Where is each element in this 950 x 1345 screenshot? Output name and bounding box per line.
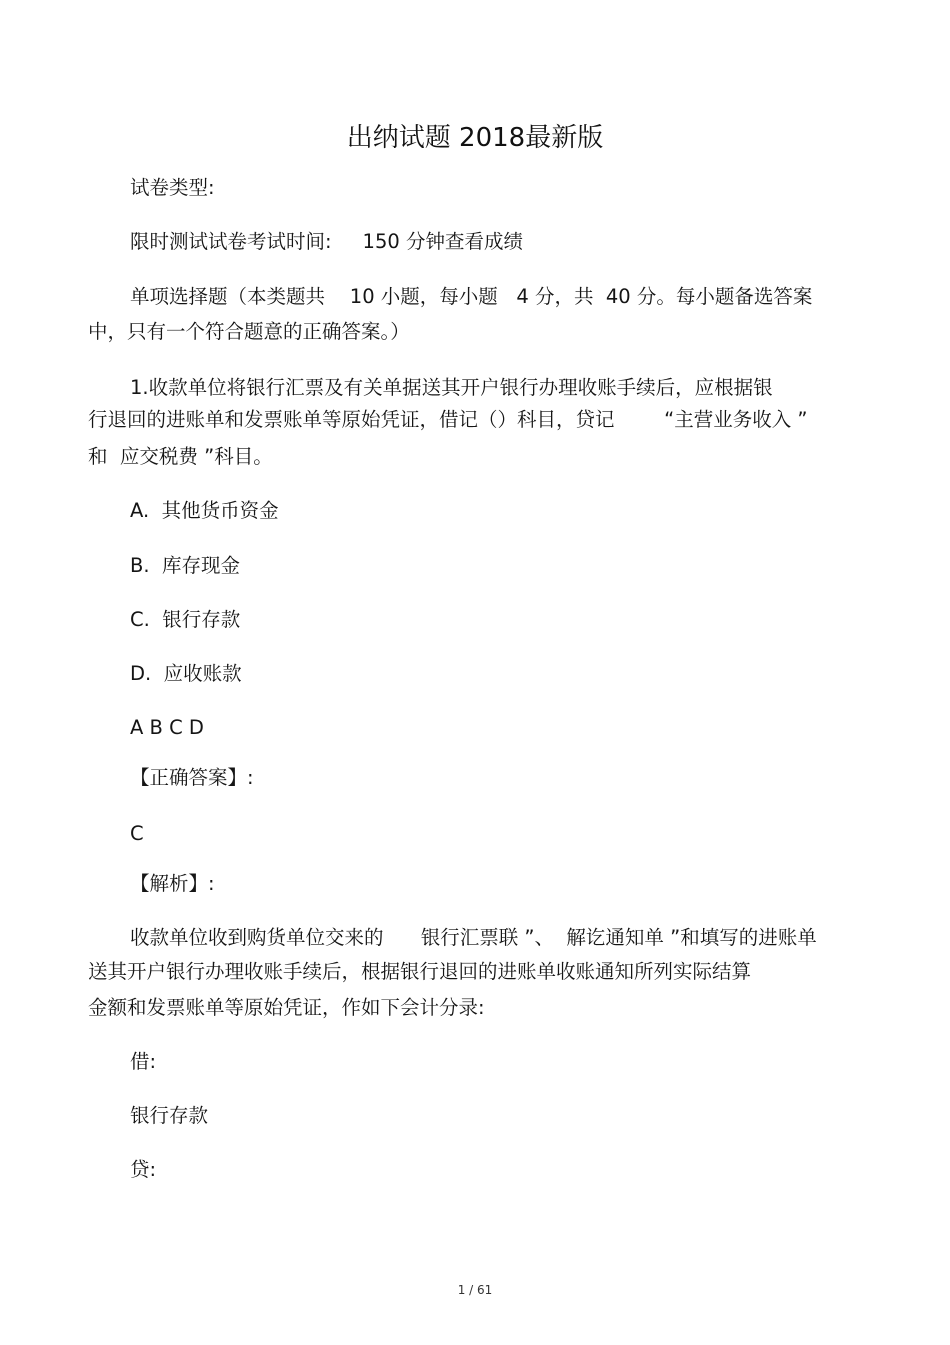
- question-text-line-3: 和 应交税费 ”科目。: [88, 445, 273, 468]
- analysis-line-2: 送其开户银行办理收账手续后，根据银行退回的进账单收账通知所列实际结算: [88, 960, 752, 983]
- exam-time-line: 限时测试试卷考试时间: 150 分钟查看成绩: [130, 230, 523, 253]
- option-a: A. 其他货币资金: [130, 499, 279, 522]
- option-letters: A B C D: [130, 716, 204, 739]
- section-intro-line-1: 单项选择题（本类题共 10 小题，每小题 4 分，共 40 分。每小题备选答案: [130, 285, 813, 308]
- section-intro-line-2: 中，只有一个符合题意的正确答案。）: [88, 320, 410, 343]
- analysis-line-1: 收款单位收到购货单位交来的 银行汇票联 ”、 解讫通知单 ”和填写的进账单: [130, 926, 817, 949]
- option-d: D. 应收账款: [130, 662, 242, 685]
- answer-value: C: [130, 822, 144, 845]
- page-indicator: 1 / 61: [457, 1283, 493, 1297]
- analysis-line-3: 金额和发票账单等原始凭证，作如下会计分录:: [88, 996, 485, 1019]
- paper-type-label: 试卷类型:: [130, 176, 215, 199]
- page-title: 出纳试题 2018最新版: [346, 123, 604, 153]
- analysis-label: 【解析】:: [130, 872, 215, 895]
- answer-label: 【正确答案】:: [130, 766, 254, 789]
- option-b: B. 库存现金: [130, 554, 240, 577]
- debit-account: 银行存款: [130, 1104, 209, 1127]
- credit-label: 贷:: [130, 1158, 157, 1181]
- question-text-line-1: 1.收款单位将银行汇票及有关单据送其开户银行办理收账手续后，应根据银: [130, 376, 773, 399]
- question-text-line-2: 行退回的进账单和发票账单等原始凭证，借记（）科目，贷记 “主营业务收入 ”: [88, 408, 808, 431]
- debit-label: 借:: [130, 1050, 157, 1073]
- option-c: C. 银行存款: [130, 608, 241, 631]
